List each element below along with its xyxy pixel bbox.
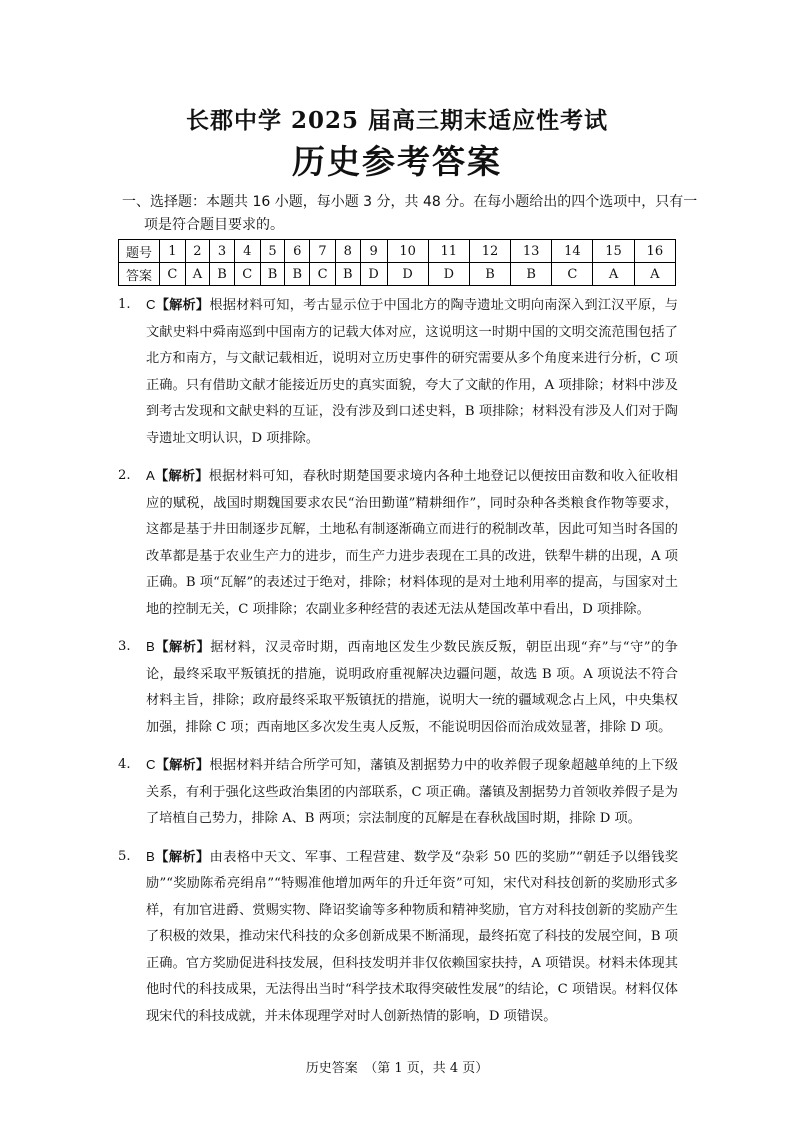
item-text: 根据材料并结合所学可知，藩镇及割据势力中的收养假子现象超越单纯的上下级关系，有利于强化这些政治集团的内部联系，C 项正确。藩镇及割据势力首领收养假子是为了培植自己势力，排除 A、B 两项；宗法制度的瓦解是在春秋战国时期，排除 D 项。 xyxy=(146,758,678,826)
answer-cell: A xyxy=(593,263,634,286)
item-tag: 【解析】 xyxy=(154,469,209,484)
question-number: 8 xyxy=(335,240,360,263)
answer-cell: B xyxy=(285,263,310,286)
answer-row xyxy=(119,263,676,286)
question-number: 5 xyxy=(260,240,285,263)
page-title: 历史参考答案 xyxy=(292,142,502,181)
answer-cell: B xyxy=(210,263,235,286)
question-number: 12 xyxy=(469,240,510,263)
question-number: 1 xyxy=(160,240,186,263)
item-answer: B xyxy=(146,848,155,864)
item-answer: C xyxy=(146,297,156,312)
question-number: 13 xyxy=(511,240,552,263)
question-number: 16 xyxy=(634,240,675,263)
answer-cell: D xyxy=(428,263,469,286)
answer-cell: B xyxy=(335,263,360,286)
answer-cell: D xyxy=(387,263,428,286)
answer-table xyxy=(118,239,676,286)
item-text: 由表格中天文、军事、工程营建、数学及“杂彩 50 匹的奖励”“朝廷予以缗钱奖励”“奖励陈希亮绢帛”“特赐准他增加两年的升迁年资”可知，宋代对科技创新的奖励形式多样，有加官进爵、赏赐实物、降诏奖谕等多种物质和精神奖励，官方对科技创新的奖励产生了积极的效果，推动宋代科技的众多创新成果不断涌现，最终拓宽了科技的发展空间，B 项正确。官方奖励促进科技发展，但科技发明并非仅依赖国家扶持，A 项错误。材料未体现其他时代的科技成果，无法得出当时“科学技术取得突破性发展”的结论，C 项错误。材料仅体现宋代的科技成就，并未体现理学对时人创新热情的影响，D 项错误。 xyxy=(146,849,679,1024)
question-number: 2 xyxy=(185,240,209,263)
answer-cell: C xyxy=(234,263,260,286)
answer-cell: D xyxy=(360,263,387,286)
item-tag: 【解析】 xyxy=(155,758,210,773)
question-number: 10 xyxy=(387,240,428,263)
item-text: 根据材料可知，考古显示位于中国北方的陶寺遗址文明向南深入到江汉平原，与文献史料中舜南巡到中国南方的记载大体对应，这说明这一时期中国的文明交流范围包括了北方和南方，与文献记载相近，说明对立历史事件的研究需要从多个角度来进行分析，C 项正确。只有借助文献才能接近历史的真实面貌，夸大了文献的作用，A 项排除；材料中涉及到考古发现和文献史料的互证，没有涉及到口述史料，B 项排除；材料没有涉及人们对于陶寺遗址文明认识，D 项排除。 xyxy=(146,298,678,446)
explanation-item xyxy=(118,844,678,1031)
answer-cell: B xyxy=(260,263,285,286)
item-answer: A xyxy=(146,468,155,483)
answer-cell: B xyxy=(469,263,510,286)
page-footer: 历史答案 （第 1 页，共 4 页） xyxy=(305,1061,489,1076)
answer-cell: C xyxy=(310,263,336,286)
answer-cell: A xyxy=(185,263,209,286)
question-number: 3 xyxy=(210,240,235,263)
question-number: 6 xyxy=(285,240,310,263)
item-tag: 【解析】 xyxy=(154,640,211,655)
item-number: 4. xyxy=(118,757,131,772)
explanation-item xyxy=(118,752,678,833)
item-answer: B xyxy=(146,639,155,654)
section-heading: 一、选择题：本题共 16 小题，每小题 3 分，共 48 分。在每小题给出的四个选项中，只有一项是符合题目要求的。 xyxy=(122,194,698,233)
answer-cell: C xyxy=(552,263,593,286)
question-number: 14 xyxy=(552,240,593,263)
exam-title: 长郡中学 2025 届高三期末适应性考试 xyxy=(185,107,609,134)
item-number: 3. xyxy=(118,639,131,654)
explanation-list xyxy=(118,292,678,1041)
item-number: 2. xyxy=(118,468,131,483)
question-number: 15 xyxy=(593,240,634,263)
question-number: 11 xyxy=(428,240,469,263)
answer-cell: A xyxy=(634,263,675,286)
question-number: 9 xyxy=(360,240,387,263)
question-number: 4 xyxy=(234,240,260,263)
item-text: 根据材料可知，春秋时期楚国要求境内各种土地登记以便按田亩数和收入征收相应的赋税，战国时期魏国要求农民“治田勤谨”精耕细作”，同时杂种各类粮食作物等要求，这都是基于井田制逐步瓦解，土地私有制逐渐确立而进行的税制改革，因此可知当时各国的改革都是基于农业生产力的进步，而生产力进步表现在工具的改进，铁犁牛耕的出现，A 项正确。B 项“瓦解”的表述过于绝对，排除；材料体现的是对土地利用率的提高，与国家对土地的控制无关，C 项排除；农副业多种经营的表述无法从楚国改革中看出，D 项排除。 xyxy=(146,469,678,617)
row-label-number: 题号 xyxy=(119,240,160,263)
question-number-row xyxy=(119,240,676,263)
answer-cell: B xyxy=(511,263,552,286)
answer-cell: C xyxy=(160,263,186,286)
item-number: 1. xyxy=(118,297,131,312)
explanation-item xyxy=(118,634,678,741)
explanation-item xyxy=(118,463,678,623)
explanation-item xyxy=(118,292,678,452)
question-number: 7 xyxy=(310,240,336,263)
item-answer: C xyxy=(146,757,156,772)
item-text: 据材料，汉灵帝时期，西南地区发生少数民族反叛，朝臣出现“弃”与“守”的争论，最终采取平叛镇抚的措施，说明政府重视解决边疆问题，故选 B 项。A 项说法不符合材料主旨，排除；政府最终采取平叛镇抚的措施，说明大一统的疆域观念占上风，中央集权加强，排除 C 项；西南地区多次发生夷人反叛，不能说明因俗而治成效显著，排除 D 项。 xyxy=(146,640,678,735)
item-number: 5. xyxy=(118,848,131,864)
row-label-answer: 答案 xyxy=(119,263,160,286)
item-tag: 【解析】 xyxy=(154,849,210,865)
item-tag: 【解析】 xyxy=(155,298,210,313)
